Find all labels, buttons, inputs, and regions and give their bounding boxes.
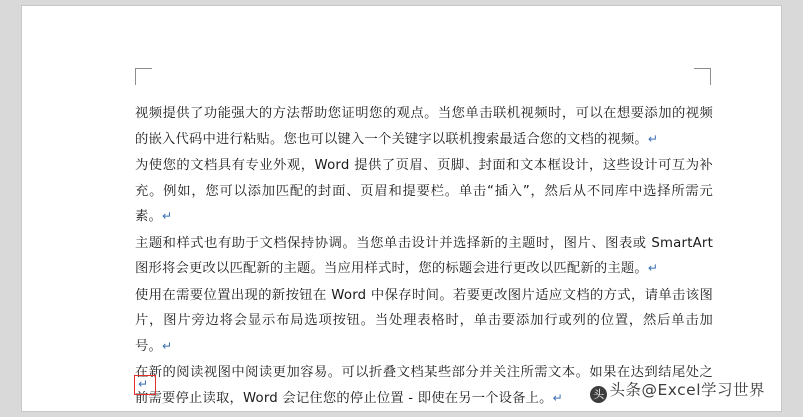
paragraph-text: 主题和样式也有助于文档保持协调。当您单击设计并选择新的主题时，图片、图表或 SmartArt 图形将会更改以匹配新的主题。当应用样式时，您的标题会进行更改以匹配新的主题。 (135, 235, 713, 276)
paragraph-mark: ↵ (138, 377, 149, 391)
paragraph[interactable] (135, 153, 713, 230)
paragraph-mark: ↵ (552, 390, 563, 405)
paragraph-text: 为使您的文档具有专业外观，Word 提供了页眉、页脚、封面和文本框设计，这些设计可互为补充。例如，您可以添加匹配的封面、页眉和提要栏。单击“插入”，然后从不同库中选择所需元素。 (135, 158, 713, 224)
toutiao-logo-icon: 头 (590, 386, 607, 403)
paragraph[interactable] (135, 101, 713, 152)
empty-paragraph-selection-box[interactable] (134, 375, 156, 395)
document-page[interactable] (22, 6, 781, 411)
paragraph-mark: ↵ (647, 131, 659, 146)
paragraph-text: 视频提供了功能强大的方法帮助您证明您的观点。当您单击联机视频时，可以在想要添加的视频的嵌入代码中进行粘贴。您也可以键入一个关键字以联机搜索最适合您的文档的视频。 (135, 106, 713, 147)
paragraph-mark: ↵ (162, 338, 173, 353)
document-body[interactable] (135, 101, 713, 412)
watermark (590, 378, 765, 403)
margin-marker-top-left (135, 68, 152, 85)
watermark-text: 头条@Excel学习世界 (609, 381, 765, 399)
paragraph-mark: ↵ (647, 261, 659, 275)
paragraph-text: 在新的阅读视图中阅读更加容易。可以折叠文档某些部分并关注所需文本。如果在达到结尾处之前需要停止读取，Word 会记住您的停止位置 - 即使在另一个设备上。 (135, 365, 713, 406)
paragraph[interactable] (135, 231, 713, 282)
paragraph[interactable] (135, 283, 713, 360)
paragraph-text: 使用在需要位置出现的新按钮在 Word 中保存时间。若要更改图片适应文档的方式，请单击该图片，图片旁边将会显示布局选项按钮。当处理表格时，单击要添加行或列的位置，然后单击加号。 (135, 287, 713, 354)
margin-marker-top-right (694, 68, 711, 85)
paragraph-mark: ↵ (162, 209, 173, 223)
